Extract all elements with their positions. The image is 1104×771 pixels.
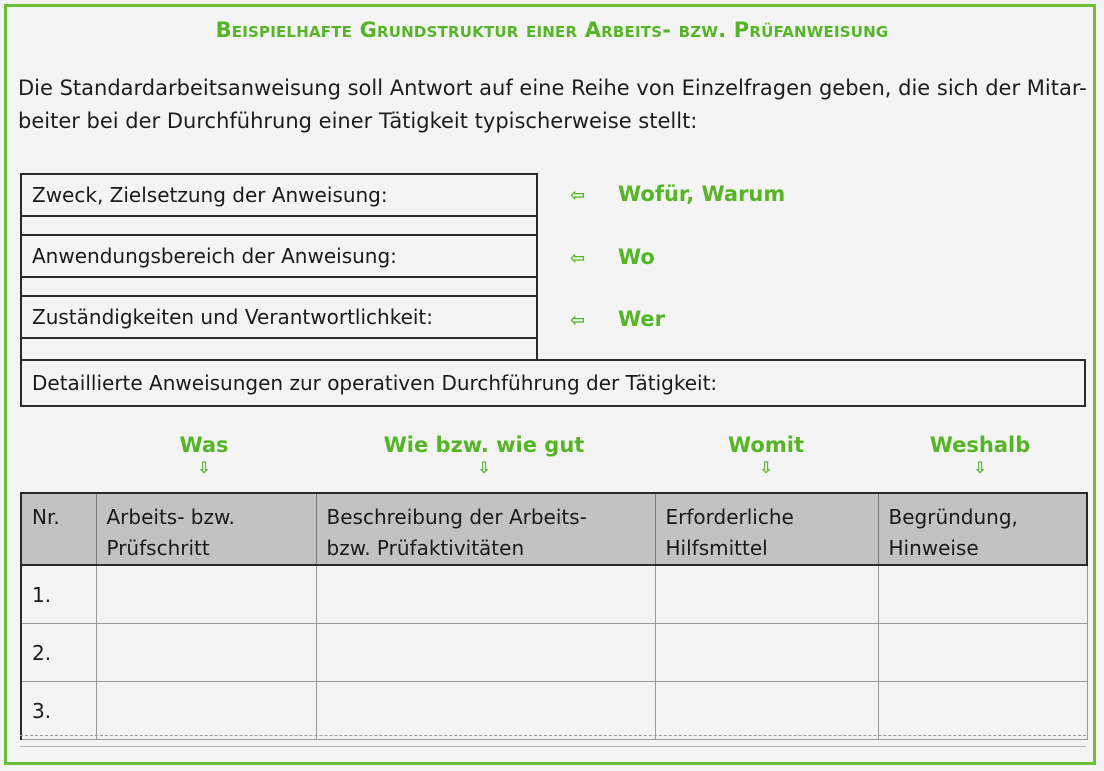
detail-instructions-box xyxy=(20,359,1086,407)
row-number: 3. xyxy=(21,682,96,740)
table-cell xyxy=(96,682,316,740)
question-responsibility-text: Wer xyxy=(618,307,666,331)
header-description-line1: Beschreibung der Arbeits- xyxy=(326,505,587,529)
table-cell xyxy=(96,565,316,624)
header-tools-line1: Erforderliche xyxy=(665,505,794,529)
down-arrow-icon: ⇩ xyxy=(197,458,211,477)
instruction-table xyxy=(20,492,1088,740)
table-cell xyxy=(96,624,316,682)
header-tools-line2: Hilfsmittel xyxy=(665,536,768,560)
table-cell xyxy=(316,565,655,624)
divider xyxy=(20,746,1086,747)
header-description xyxy=(316,493,655,565)
section-spacer xyxy=(20,217,538,234)
question-responsibility xyxy=(570,307,665,331)
table-cell xyxy=(316,682,655,740)
column-question-how-text: Wie bzw. wie gut xyxy=(383,433,585,457)
table-cell xyxy=(878,682,1087,740)
table-cell xyxy=(655,682,878,740)
table-row xyxy=(21,624,1087,682)
question-purpose xyxy=(570,182,785,206)
section-label-scope: Anwendungsbereich der Anweisung: xyxy=(32,244,397,268)
header-reason-line1: Begründung, xyxy=(888,505,1018,529)
section-spacer xyxy=(20,278,538,295)
intro-line-1: Die Standardarbeitsanweisung soll Antwort auf eine Reihe von Einzelfragen geben, die sich der Mitar- xyxy=(18,76,1087,100)
divider xyxy=(20,735,1086,736)
table-header-row xyxy=(21,493,1087,565)
table-cell xyxy=(878,624,1087,682)
header-tools xyxy=(655,493,878,565)
section-box-purpose xyxy=(20,173,538,217)
header-nr xyxy=(21,493,96,565)
left-arrow-icon: ⇦ xyxy=(570,248,586,269)
down-arrow-icon: ⇩ xyxy=(759,458,773,477)
column-question-why-text: Weshalb xyxy=(929,433,1031,457)
intro-text xyxy=(18,72,1088,138)
question-purpose-text: Wofür, Warum xyxy=(618,182,786,206)
column-question-how xyxy=(364,433,604,479)
header-description-line2: bzw. Prüfaktivitäten xyxy=(326,536,525,560)
page-title: Beispielhafte Grundstruktur einer Arbeits- bzw. Prüfanweisung xyxy=(215,18,889,42)
question-scope-text: Wo xyxy=(618,245,655,269)
header-reason-line2: Hinweise xyxy=(888,536,979,560)
column-question-with-what-text: Womit xyxy=(728,433,804,457)
section-box-responsibility xyxy=(20,295,538,339)
header-nr-text: Nr. xyxy=(32,505,60,529)
down-arrow-icon: ⇩ xyxy=(477,458,491,477)
header-step-line2: Prüfschritt xyxy=(106,536,210,560)
header-step xyxy=(96,493,316,565)
header-step-line1: Arbeits- bzw. xyxy=(106,505,235,529)
section-box-scope xyxy=(20,234,538,278)
header-reason xyxy=(878,493,1087,565)
left-arrow-icon: ⇦ xyxy=(570,185,586,206)
table-row xyxy=(21,565,1087,624)
column-question-with-what xyxy=(706,433,826,479)
detail-instructions-label: Detaillierte Anweisungen zur operativen Durchführung der Tätigkeit: xyxy=(32,371,718,395)
table-cell xyxy=(878,565,1087,624)
question-scope xyxy=(570,245,655,269)
table-cell xyxy=(655,624,878,682)
table-cell xyxy=(655,565,878,624)
down-arrow-icon: ⇩ xyxy=(973,458,987,477)
column-question-what xyxy=(154,433,254,479)
left-arrow-icon: ⇦ xyxy=(570,310,586,331)
table-row xyxy=(21,682,1087,740)
column-question-what-text: Was xyxy=(179,433,229,457)
section-spacer xyxy=(20,339,538,359)
section-label-responsibility: Zuständigkeiten und Verantwortlichkeit: xyxy=(32,305,434,329)
section-label-purpose: Zweck, Zielsetzung der Anweisung: xyxy=(32,183,388,207)
column-question-why xyxy=(920,433,1040,479)
row-number: 2. xyxy=(21,624,96,682)
table-cell xyxy=(316,624,655,682)
row-number: 1. xyxy=(21,565,96,624)
intro-line-2: beiter bei der Durchführung einer Tätigkeit typischerweise stellt: xyxy=(18,109,698,133)
